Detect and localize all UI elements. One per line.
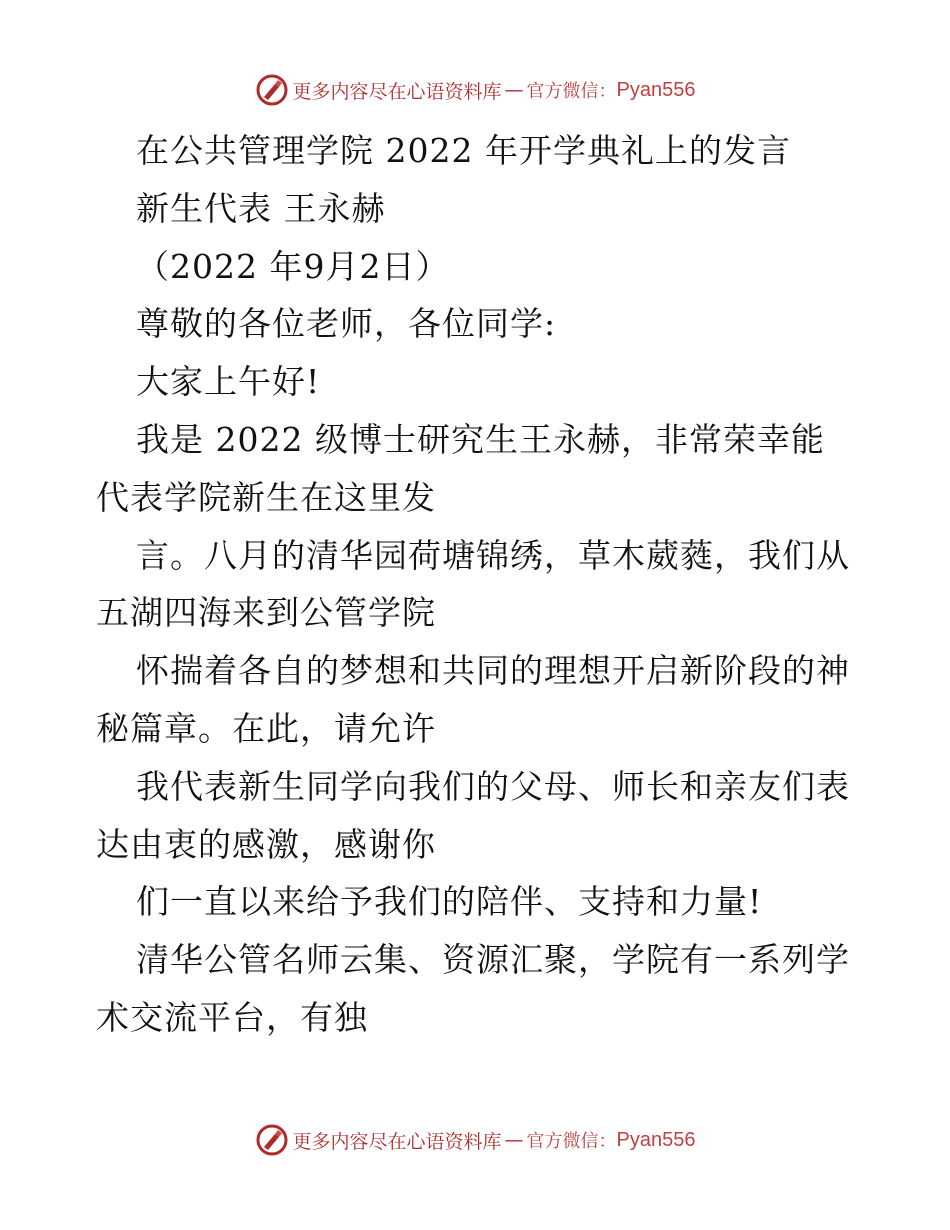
paragraph-line: 怀揣着各自的梦想和共同的理想开启新阶段的神秘篇章。在此，请允许 — [96, 651, 850, 748]
paragraph-line: 言。八月的清华园荷塘锦绣，草木葳蕤，我们从五湖四海来到公管学院 — [96, 535, 850, 633]
document-title: 在公共管理学院 2022 年开学典礼上的发言 — [136, 131, 791, 170]
watermark-main-text: 更多内容尽在心语资料库 — [292, 1130, 502, 1153]
footer-watermark — [0, 1120, 950, 1160]
watermark-separator: — — [504, 1129, 524, 1151]
paragraph-line: 们一直以来给予我们的陪伴、支持和力量! — [136, 882, 763, 922]
watermark-wechat-id: Pyan556 — [616, 78, 696, 101]
paragraph-line: 我是 2022 级博士研究生王永赫，非常荣幸能代表学院新生在这里发 — [96, 419, 825, 517]
salutation: 尊敬的各位老师，各位同学: — [136, 304, 557, 344]
watermark-wechat-label: 官方微信： — [526, 1131, 617, 1152]
header-watermark — [0, 70, 950, 110]
greeting: 大家上午好! — [136, 362, 321, 402]
pen-logo-icon — [255, 73, 289, 107]
watermark-wechat-id: Pyan556 — [616, 1128, 696, 1151]
pen-logo-icon — [255, 1123, 289, 1157]
watermark-wechat-label: 官方微信： — [526, 81, 617, 102]
paragraph-line: 我代表新生同学向我们的父母、师长和亲友们表达由衷的感激，感谢你 — [96, 766, 850, 864]
paragraph-line: 清华公管名师云集、资源汇聚，学院有一系列学术交流平台，有独 — [96, 940, 850, 1037]
watermark-separator: — — [504, 79, 524, 101]
date-line: （2022 年9月2日） — [136, 246, 450, 286]
watermark-main-text: 更多内容尽在心语资料库 — [292, 80, 502, 103]
document-body — [96, 122, 856, 1047]
speaker-line: 新生代表 王永赫 — [136, 188, 386, 228]
